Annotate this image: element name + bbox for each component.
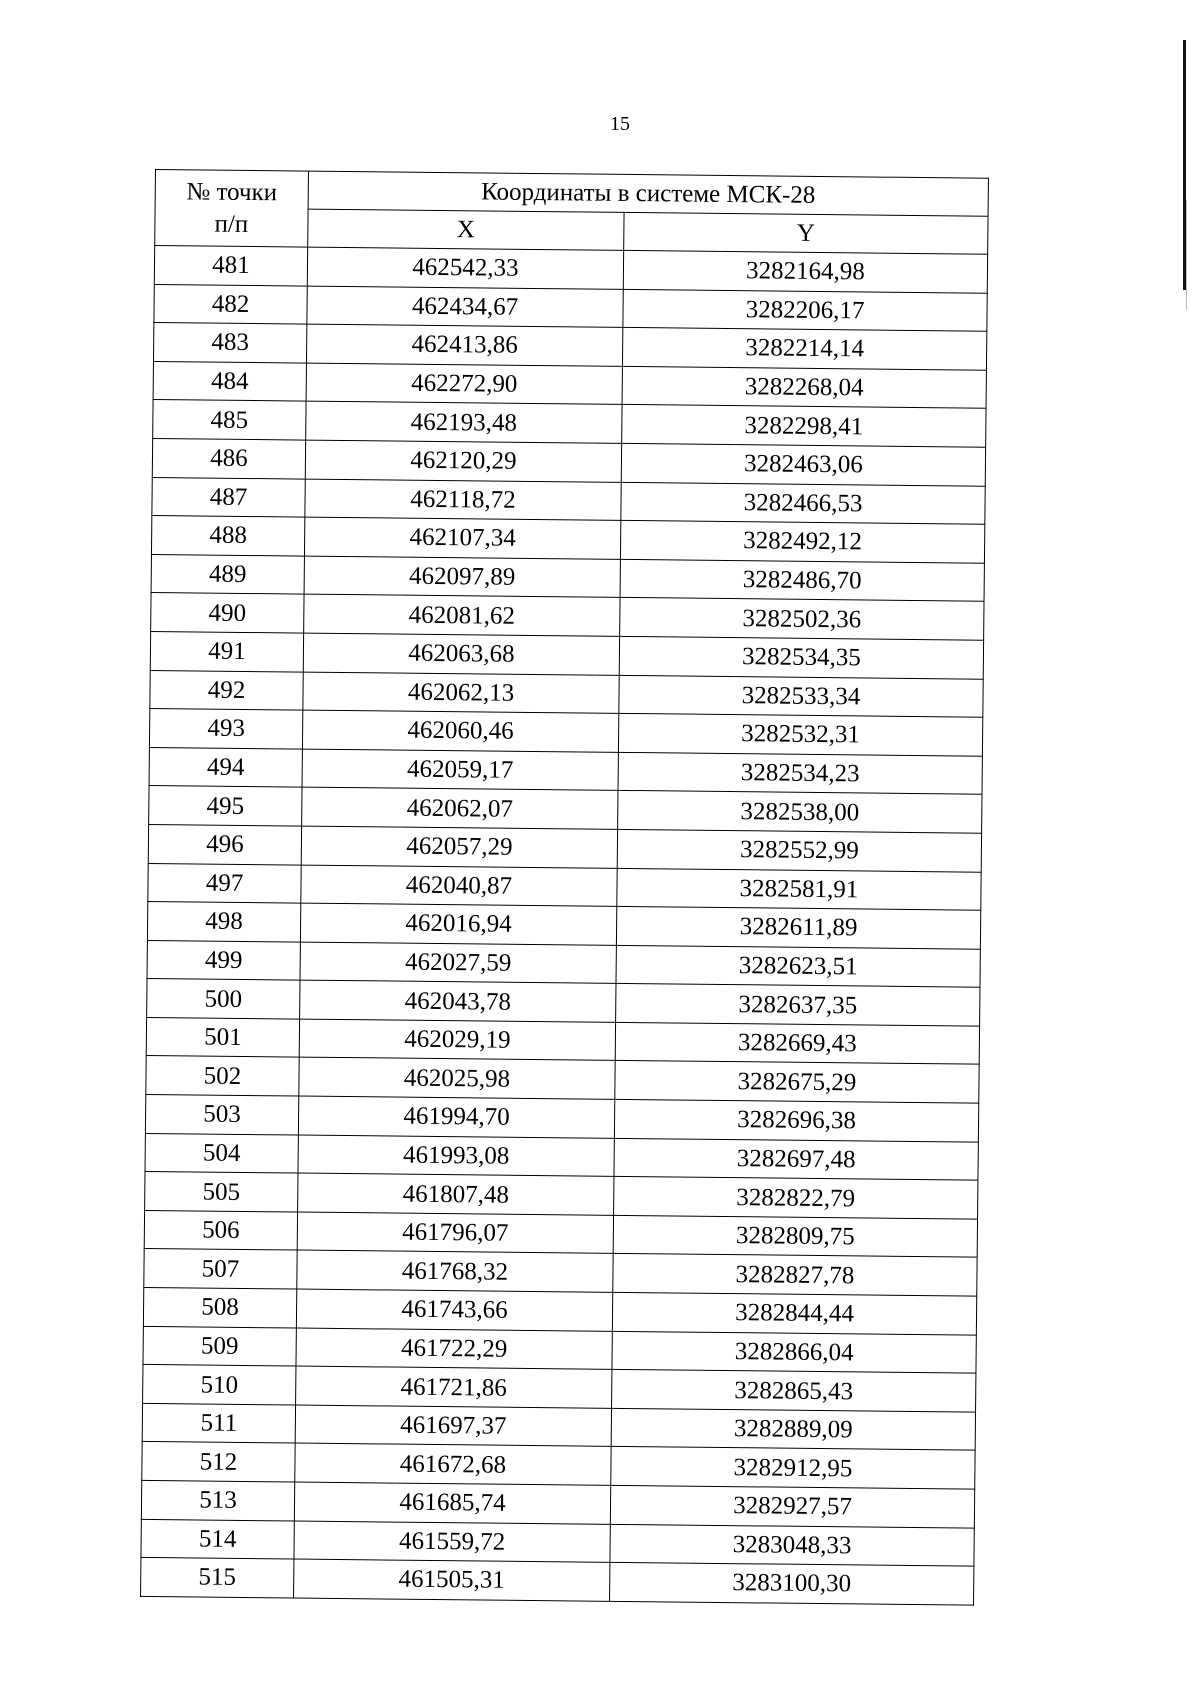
x-coordinate-cell: 461807,48	[298, 1173, 614, 1215]
x-coordinate-cell: 461721,86	[296, 1366, 612, 1408]
x-coordinate-cell: 462040,87	[301, 865, 617, 907]
y-coordinate-cell: 3282611,89	[616, 906, 980, 948]
point-number-cell: 496	[148, 824, 301, 864]
table-body	[141, 246, 988, 1605]
x-coordinate-cell: 462029,19	[299, 1019, 615, 1061]
x-coordinate-cell: 462120,29	[305, 440, 621, 482]
y-coordinate-cell: 3282533,34	[619, 675, 983, 717]
y-coordinate-cell: 3282675,29	[615, 1061, 979, 1103]
x-coordinate-cell: 462062,13	[303, 672, 619, 714]
point-number-cell: 511	[142, 1403, 295, 1443]
y-coordinate-cell: 3282466,53	[621, 482, 985, 524]
x-coordinate-cell: 462193,48	[306, 401, 622, 443]
x-coordinate-cell: 461768,32	[297, 1250, 613, 1292]
y-coordinate-cell: 3282581,91	[617, 868, 981, 910]
x-coordinate-cell: 462097,89	[304, 556, 620, 598]
x-coordinate-cell: 461722,29	[296, 1328, 612, 1370]
y-coordinate-cell: 3282298,41	[622, 405, 986, 447]
point-number-cell: 490	[151, 593, 304, 633]
y-coordinate-cell: 3282889,09	[611, 1408, 975, 1450]
x-coordinate-cell: 462272,90	[306, 363, 622, 405]
point-number-cell: 514	[141, 1519, 294, 1559]
y-coordinate-cell: 3282552,99	[617, 829, 981, 871]
point-number-cell: 505	[145, 1172, 298, 1212]
y-coordinate-cell: 3282912,95	[611, 1447, 975, 1489]
y-coordinate-cell: 3283100,30	[610, 1563, 974, 1605]
point-number-cell: 492	[150, 670, 303, 710]
x-coordinate-cell: 461685,74	[294, 1482, 610, 1524]
point-number-cell: 498	[147, 902, 300, 942]
coordinates-table	[140, 169, 989, 1605]
point-number-cell: 497	[148, 863, 301, 903]
x-coordinate-cell: 461993,08	[298, 1135, 614, 1177]
y-coordinate-cell: 3282697,48	[614, 1138, 978, 1180]
x-coordinate-cell: 461796,07	[297, 1212, 613, 1254]
table-row	[141, 1558, 974, 1605]
point-number-cell: 482	[154, 284, 307, 324]
x-coordinate-cell: 462062,07	[302, 787, 618, 829]
point-number-cell: 508	[143, 1287, 296, 1327]
x-coordinate-cell: 461559,72	[294, 1521, 610, 1563]
point-number-cell: 502	[146, 1056, 299, 1096]
point-number-cell: 503	[145, 1095, 298, 1135]
y-coordinate-cell: 3282486,70	[620, 559, 984, 601]
y-coordinate-cell: 3282538,00	[618, 791, 982, 833]
x-coordinate-cell: 461994,70	[298, 1096, 614, 1138]
y-coordinate-cell: 3282865,43	[612, 1370, 976, 1412]
y-coordinate-cell: 3282822,79	[614, 1177, 978, 1219]
y-coordinate-cell: 3282534,35	[619, 636, 983, 678]
scan-edge-faint-line	[1186, 200, 1187, 310]
x-coordinate-cell: 462025,98	[299, 1058, 615, 1100]
point-number-cell: 504	[145, 1133, 298, 1173]
point-number-cell: 483	[153, 323, 306, 363]
point-number-cell: 494	[149, 747, 302, 787]
point-number-cell: 510	[143, 1365, 296, 1405]
point-number-cell: 501	[146, 1017, 299, 1057]
point-number-cell: 499	[147, 940, 300, 980]
point-number-header-line2: п/п	[214, 210, 249, 238]
header-row-1	[155, 170, 988, 217]
point-number-cell: 489	[151, 554, 304, 594]
point-number-cell: 491	[150, 631, 303, 671]
x-coordinate-cell: 462542,33	[307, 247, 623, 289]
point-number-cell: 488	[151, 516, 304, 556]
y-coordinate-cell: 3282268,04	[622, 366, 986, 408]
y-coordinate-cell: 3282637,35	[616, 984, 980, 1026]
point-number-cell: 481	[154, 246, 307, 286]
table-header	[155, 170, 989, 255]
y-coordinate-cell: 3282809,75	[613, 1215, 977, 1257]
x-coordinate-cell: 462027,59	[300, 942, 616, 984]
x-column-header: X	[308, 209, 624, 250]
x-coordinate-cell: 462107,34	[304, 517, 620, 559]
y-coordinate-cell: 3282463,06	[621, 443, 985, 485]
x-coordinate-cell: 461505,31	[294, 1559, 610, 1601]
y-coordinate-cell: 3282214,14	[622, 328, 986, 370]
x-coordinate-cell: 461672,68	[295, 1443, 611, 1485]
y-column-header: Y	[624, 212, 988, 254]
point-number-cell: 507	[144, 1249, 297, 1289]
point-number-cell: 486	[152, 438, 305, 478]
point-number-header-line1: № точки	[186, 178, 278, 207]
x-coordinate-cell: 462059,17	[302, 749, 618, 791]
point-number-cell: 506	[144, 1210, 297, 1250]
y-coordinate-cell: 3282696,38	[614, 1099, 978, 1141]
x-coordinate-cell: 462016,94	[300, 903, 616, 945]
point-number-cell: 495	[149, 786, 302, 826]
y-coordinate-cell: 3282206,17	[623, 289, 987, 331]
y-coordinate-cell: 3282866,04	[612, 1331, 976, 1373]
coordinates-system-header: Координаты в системе МСК-28	[308, 171, 988, 216]
point-number-cell: 513	[141, 1480, 294, 1520]
x-coordinate-cell: 461743,66	[296, 1289, 612, 1331]
x-coordinate-cell: 462057,29	[301, 826, 617, 868]
page-number: 15	[610, 113, 630, 135]
point-number-cell: 500	[147, 979, 300, 1019]
y-coordinate-cell: 3282827,78	[613, 1254, 977, 1296]
x-coordinate-cell: 462081,62	[304, 594, 620, 636]
point-number-cell: 485	[153, 400, 306, 440]
point-number-cell: 484	[153, 361, 306, 401]
y-coordinate-cell: 3282534,23	[618, 752, 982, 794]
y-coordinate-cell: 3282492,12	[620, 521, 984, 563]
point-number-cell: 487	[152, 477, 305, 517]
point-number-cell: 493	[149, 709, 302, 749]
point-number-cell: 512	[142, 1442, 295, 1482]
x-coordinate-cell: 462063,68	[303, 633, 619, 675]
point-number-cell: 509	[143, 1326, 296, 1366]
y-coordinate-cell: 3282502,36	[620, 598, 984, 640]
y-coordinate-cell: 3283048,33	[610, 1524, 974, 1566]
x-coordinate-cell: 462118,72	[305, 479, 621, 521]
y-coordinate-cell: 3282164,98	[623, 250, 987, 292]
x-coordinate-cell: 462043,78	[300, 980, 616, 1022]
x-coordinate-cell: 462434,67	[307, 286, 623, 328]
point-number-header	[155, 170, 309, 248]
x-coordinate-cell: 462060,46	[302, 710, 618, 752]
point-number-cell: 515	[141, 1558, 294, 1598]
y-coordinate-cell: 3282669,43	[615, 1022, 979, 1064]
y-coordinate-cell: 3282532,31	[618, 714, 982, 756]
x-coordinate-cell: 461697,37	[295, 1405, 611, 1447]
x-coordinate-cell: 462413,86	[306, 324, 622, 366]
y-coordinate-cell: 3282844,44	[612, 1292, 976, 1334]
y-coordinate-cell: 3282927,57	[610, 1485, 974, 1527]
y-coordinate-cell: 3282623,51	[616, 945, 980, 987]
